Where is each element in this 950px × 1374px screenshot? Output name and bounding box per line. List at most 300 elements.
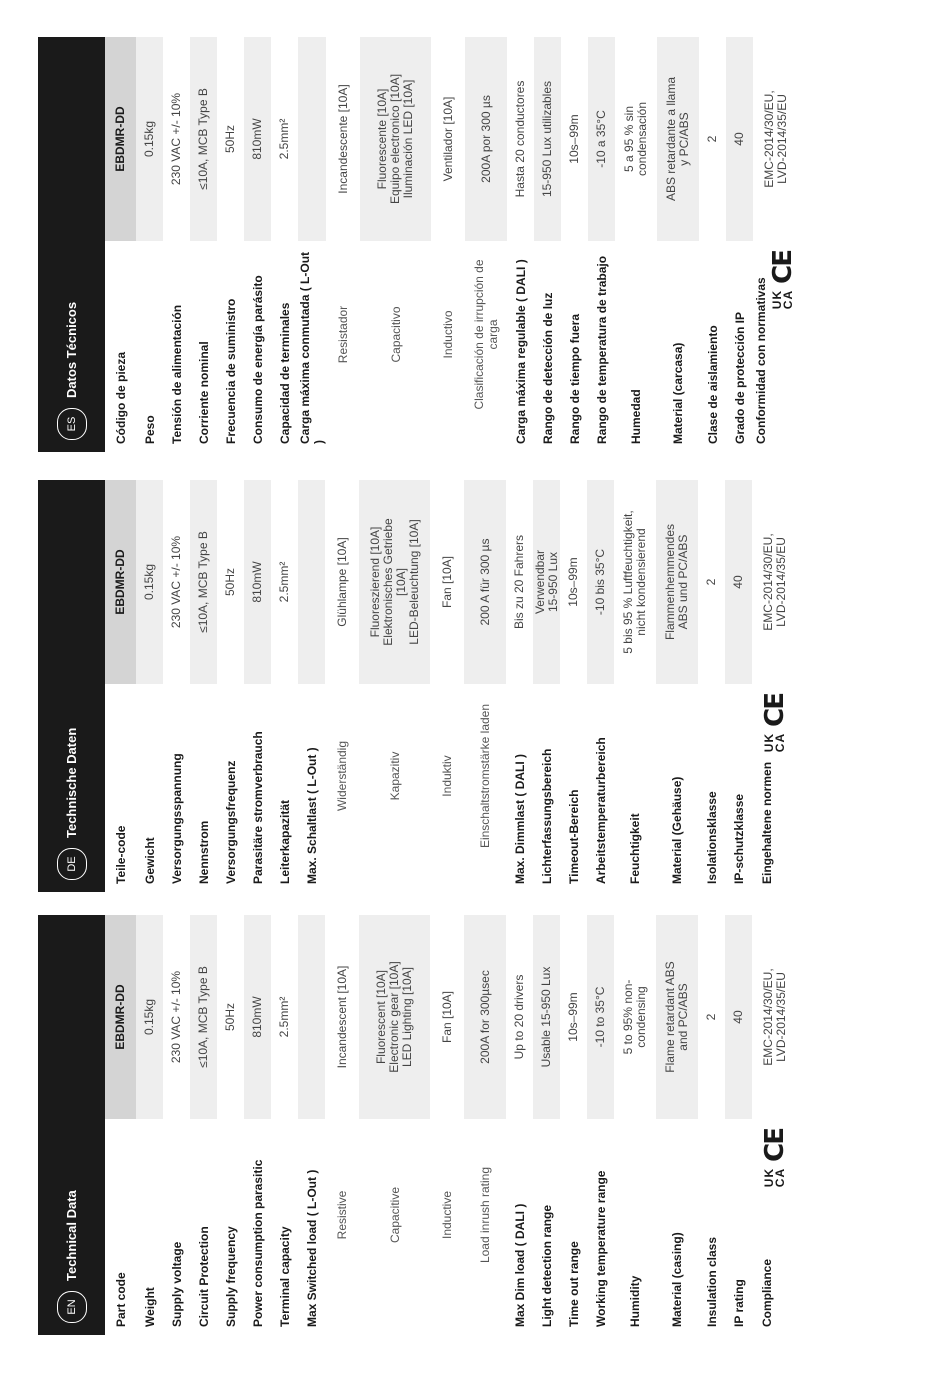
spec-row: [430, 915, 464, 1335]
spec-value: [561, 37, 588, 241]
spec-row: [298, 480, 325, 892]
spec-value: [217, 37, 244, 241]
spec-value-line: EBDMR-DD: [113, 984, 127, 1050]
spec-label-text: Feuchtigkeit: [628, 813, 642, 884]
spec-label-text: Part code: [113, 1272, 128, 1327]
spec-label-text: Parasitäre stromverbrauch: [250, 731, 265, 884]
spec-value: [430, 915, 464, 1119]
spec-label: [615, 241, 657, 452]
spec-label-text: Capacitivo: [388, 306, 403, 363]
spec-value: [431, 37, 465, 241]
ce-mark-icon: CE: [759, 1129, 790, 1162]
spec-value-line: 10s–99m: [567, 114, 581, 164]
spec-value: [657, 37, 699, 241]
spec-value-line: and PC/ABS: [676, 983, 690, 1051]
spec-label: [533, 1119, 560, 1335]
spec-label-text: Inductivo: [441, 310, 455, 359]
spec-row: [325, 480, 359, 892]
spec-value: [752, 915, 797, 1119]
spec-label-text: Clase de aislamiento: [705, 325, 720, 444]
panel-header: [38, 37, 105, 452]
spec-row: [657, 37, 699, 452]
spec-value-line: 0.15kg: [142, 563, 156, 601]
spec-value: [325, 480, 359, 684]
spec-row: [561, 37, 588, 452]
spec-value: [105, 37, 136, 241]
spec-value: [359, 480, 430, 684]
spec-row: [271, 37, 298, 452]
spec-value-line: Ventilador [10A]: [440, 96, 455, 182]
spec-label-text: Time out range: [566, 1241, 581, 1327]
spec-label-text: Corriente nominal: [196, 341, 211, 444]
spec-label: [244, 1119, 271, 1335]
spec-label-text: Versorgungsspannung: [169, 753, 184, 884]
spec-label-text: Power consumption parasitic: [250, 1159, 265, 1327]
spec-label-text: Max. Dimmlast ( DALI ): [512, 753, 527, 884]
spec-row: [105, 915, 136, 1335]
spec-value-line: 810mW: [250, 118, 264, 160]
spec-label: [587, 684, 614, 892]
spec-value-line: Bis zu 20 Fahrers: [512, 534, 526, 630]
spec-label-text: Inductive: [440, 1190, 454, 1240]
spec-row: [507, 37, 534, 452]
spec-label-text: Compliance: [759, 1258, 774, 1327]
spec-value: [560, 915, 587, 1119]
spec-value-line: 40: [731, 1010, 745, 1024]
spec-row: [534, 37, 561, 452]
spec-label: [136, 241, 163, 452]
spec-value: [753, 37, 798, 241]
spec-label-text: Circuit Protection: [196, 1226, 211, 1327]
spec-row: [615, 37, 657, 452]
spec-value-line: 5 bis 95 % Luftfeuchtigkeit,: [621, 510, 635, 654]
spec-row: [217, 37, 244, 452]
spec-row: [614, 915, 656, 1335]
spec-label: [430, 684, 464, 892]
spec-value-line: 2.5mm²: [277, 561, 291, 603]
spec-value: [136, 480, 163, 684]
spec-value: [507, 37, 534, 241]
panel-title: Datos Técnicos: [64, 301, 79, 398]
spec-label: [725, 684, 752, 892]
spec-label: [190, 1119, 217, 1335]
spec-value: [656, 915, 698, 1119]
spec-row: [190, 915, 217, 1335]
spec-label-text: Eingehaltene normen: [759, 761, 774, 884]
spec-value-line: 0.15kg: [142, 998, 156, 1036]
spec-row: [506, 480, 533, 892]
spec-value-line: 2.5mm²: [277, 118, 291, 160]
spec-value: [560, 480, 587, 684]
spec-label: [105, 241, 136, 452]
certification-marks: [760, 1129, 790, 1187]
spec-label: [587, 1119, 614, 1335]
spec-label: [190, 241, 217, 452]
spec-label: [464, 684, 506, 892]
spec-row: [560, 480, 587, 892]
spec-value-line: Fluorescent [10A]: [374, 969, 388, 1065]
spec-label-text: Working temperature range: [593, 1170, 608, 1327]
ce-mark-icon: CE: [759, 694, 790, 727]
spec-label-text: Teile-code: [113, 825, 128, 884]
spec-label: [271, 1119, 298, 1335]
spec-label: [534, 241, 561, 452]
spec-value: [244, 37, 271, 241]
spec-value-line: -10 to 35°C: [593, 986, 607, 1048]
spec-row: [244, 480, 271, 892]
spec-label-text: Carga máxima conmutada ( L-Out ): [298, 251, 326, 444]
spec-value: [325, 915, 359, 1119]
spec-table: [105, 480, 797, 892]
spec-label: [656, 1119, 698, 1335]
spec-label: [163, 241, 190, 452]
spec-value: [615, 37, 657, 241]
spec-row: [587, 915, 614, 1335]
spec-label: [614, 1119, 656, 1335]
spec-label: [271, 684, 298, 892]
panel-header: [38, 480, 105, 892]
spec-value: [699, 37, 726, 241]
spec-row: [105, 37, 136, 452]
spec-row: [699, 37, 726, 452]
ukca-mark-icon: UK CA: [769, 289, 795, 310]
spec-row: [464, 915, 506, 1335]
spec-label-text: Material (casing): [670, 1232, 684, 1327]
spec-value-line: 2: [705, 135, 719, 143]
spec-label-text: Supply frequency: [223, 1226, 238, 1327]
spec-label: [698, 1119, 725, 1335]
spec-value-line: Up to 20 drivers: [512, 974, 526, 1060]
spec-value: [614, 480, 656, 684]
spec-value-line: LED-Beleuchtung [10A]: [406, 519, 421, 645]
spec-value: [244, 480, 271, 684]
spec-row: [298, 37, 326, 452]
spec-label: [360, 241, 431, 452]
spec-label-text: Arbeitstemperaturbereich: [593, 737, 608, 884]
spec-label: [217, 241, 244, 452]
spec-label-text: Código de pieza: [113, 351, 128, 444]
ce-mark-icon: CE: [767, 251, 798, 284]
spec-row: [588, 37, 615, 452]
language-badge: DE: [57, 848, 87, 880]
spec-label-text: IP-schutzklasse: [731, 793, 746, 884]
spec-row: [533, 480, 560, 892]
spec-value-line: Fluorescente [10A]: [375, 88, 389, 190]
spec-label: [105, 1119, 136, 1335]
spec-label: [136, 684, 163, 892]
spec-value-line: EBDMR-DD: [113, 549, 127, 615]
spec-table: [105, 37, 798, 452]
spec-value-line: Elektronisches Getriebe: [380, 518, 395, 646]
spec-label: [506, 684, 533, 892]
spec-row: [217, 480, 244, 892]
spec-label: [560, 1119, 587, 1335]
spec-value-line: 2: [704, 1013, 718, 1021]
spec-row: [698, 915, 725, 1335]
spec-row: [430, 480, 464, 892]
spec-value: [298, 915, 325, 1119]
spec-label-text: Rango de temperatura de trabajo: [594, 255, 609, 444]
spec-label: [325, 684, 359, 892]
spec-value: [326, 37, 360, 241]
spec-value-line: Fan [10A]: [439, 555, 454, 609]
spec-value-line: Incandescente [10A]: [335, 84, 350, 194]
spec-value: [465, 37, 507, 241]
spec-value-line: 2: [704, 578, 718, 586]
spec-value: [298, 37, 326, 241]
spec-label: [217, 1119, 244, 1335]
spec-label: [533, 684, 560, 892]
spec-value-line: -10 bis 35°C: [593, 548, 607, 616]
spec-row: [190, 480, 217, 892]
spec-value-line: ≤10A, MCB Type B: [196, 966, 210, 1068]
spec-label-text: Grado de protección IP: [732, 311, 747, 444]
spec-label-text: Peso: [142, 415, 157, 444]
spec-value-line: 230 VAC +/- 10%: [169, 92, 183, 186]
spec-row: [271, 480, 298, 892]
spec-row: [244, 915, 271, 1335]
spec-label-text: Capacitive: [387, 1186, 402, 1244]
spec-value: [298, 480, 325, 684]
spec-value: [105, 915, 136, 1119]
panel-title: Technical Data: [64, 1190, 79, 1281]
spec-row: [136, 37, 163, 452]
spec-value-line: ≤10A, MCB Type B: [196, 531, 210, 633]
spec-label: [699, 241, 726, 452]
spec-label: [217, 684, 244, 892]
spec-value-line: EMC-2014/30/EU,: [760, 533, 775, 631]
spec-value-line: EMC-2014/30/EU,: [760, 968, 775, 1066]
spec-label-text: Load inrush rating: [478, 1166, 492, 1264]
spec-row: [752, 480, 797, 892]
spec-row: [587, 480, 614, 892]
spec-value-line: Fan [10A]: [439, 990, 454, 1044]
spec-value-line: 10s–99m: [566, 557, 580, 607]
spec-value: [163, 37, 190, 241]
spec-value: [271, 480, 298, 684]
spec-label-text: Capacidad de terminales: [277, 302, 292, 444]
language-badge: EN: [57, 1291, 87, 1323]
spec-value-line: 0.15kg: [142, 120, 156, 158]
spec-row: [359, 915, 430, 1335]
spec-value-line: LVD-2014/35/EU: [773, 537, 788, 627]
spec-value-line: 40: [731, 575, 745, 589]
spec-value-line: condensación: [635, 101, 649, 177]
spec-value-line: 230 VAC +/- 10%: [169, 970, 183, 1064]
spec-value-line: Usable 15-950 Lux: [539, 966, 553, 1068]
certification-marks: [768, 251, 798, 309]
spec-label-text: Versorgungsfrequenz: [223, 760, 238, 884]
spec-label-text: Rango de tiempo fuera: [567, 313, 582, 444]
spec-value: [464, 480, 506, 684]
spec-label-text: Max Dim load ( DALI ): [512, 1203, 527, 1327]
spec-panel-de: [38, 480, 788, 892]
spec-label: [244, 241, 271, 452]
spec-value: [506, 915, 533, 1119]
spec-value-line: Incandescent [10A]: [334, 965, 349, 1069]
spec-value: [360, 37, 431, 241]
spec-row: [431, 37, 465, 452]
spec-value-line: 10s–99m: [566, 992, 580, 1042]
spec-label: [431, 241, 465, 452]
spec-label-text: Nennstrom: [196, 820, 211, 884]
spec-row: [360, 37, 431, 452]
spec-row: [190, 37, 217, 452]
spec-value-line: Iluminación LED [10A]: [401, 79, 415, 199]
spec-label-text: Rango de detección de luz: [540, 292, 555, 444]
language-badge: ES: [57, 408, 87, 440]
spec-value: [533, 480, 560, 684]
spec-row: [656, 480, 698, 892]
spec-value: [430, 480, 464, 684]
spec-value: [698, 915, 725, 1119]
spec-value-line: Verwendbar: [532, 549, 547, 615]
spec-label-text: Resistive: [335, 1190, 349, 1240]
spec-label-text: Max. Schaltlast ( L-Out ): [304, 747, 319, 884]
spec-value-line: 810mW: [250, 996, 264, 1038]
spec-value-line: nicht kondensierend: [634, 528, 648, 636]
spec-value-line: 50Hz: [223, 568, 237, 597]
spec-value-line: ≤10A, MCB Type B: [196, 88, 210, 190]
spec-label: [588, 241, 615, 452]
spec-label-text: Consumo de energía parásito: [250, 275, 265, 444]
spec-label: [725, 1119, 752, 1335]
spec-label: [752, 1119, 797, 1335]
spec-label: [244, 684, 271, 892]
spec-label: [136, 1119, 163, 1335]
spec-value: [614, 915, 656, 1119]
spec-row: [725, 480, 752, 892]
spec-value: [587, 480, 614, 684]
spec-value-line: ABS retardante a llama: [664, 76, 678, 202]
spec-value: [190, 915, 217, 1119]
spec-label: [325, 1119, 359, 1335]
spec-panel-es: [38, 37, 798, 452]
spec-value: [217, 480, 244, 684]
spec-label: [614, 684, 656, 892]
spec-value: [698, 480, 725, 684]
spec-row: [136, 915, 163, 1335]
spec-label-text: Lichterfassungsbereich: [539, 748, 554, 884]
spec-label-text: Widerständig: [335, 740, 349, 812]
spec-row: [325, 915, 359, 1335]
spec-value-line: Electronic gear [10A]: [387, 961, 401, 1073]
spec-label: [298, 1119, 325, 1335]
spec-value-line: 5 a 95 % sin: [622, 105, 636, 173]
spec-value: [752, 480, 797, 684]
spec-value-line: [10A]: [393, 567, 408, 597]
spec-label-text: Light detection range: [539, 1204, 554, 1327]
spec-row: [506, 915, 533, 1335]
spec-label: [163, 1119, 190, 1335]
spec-row: [217, 915, 244, 1335]
spec-value-line: Fluoreszierend [10A]: [367, 526, 382, 638]
spec-label: [506, 1119, 533, 1335]
spec-label-text: Humedad: [629, 389, 643, 444]
certification-marks: [760, 694, 790, 752]
spec-value: [136, 915, 163, 1119]
spec-value: [726, 37, 753, 241]
spec-label-text: Resistador: [336, 305, 350, 364]
spec-label: [507, 241, 534, 452]
spec-label-text: Weight: [142, 1287, 157, 1327]
spec-label: [359, 684, 430, 892]
spec-row: [163, 915, 190, 1335]
spec-value: [136, 37, 163, 241]
spec-label-text: Supply voltage: [169, 1241, 184, 1327]
spec-label-text: Conformidad con normativas: [753, 277, 768, 444]
spec-value: [359, 915, 430, 1119]
spec-label: [561, 241, 588, 452]
spec-value-line: y PC/ABS: [677, 112, 691, 166]
spec-value-line: Flame retardant ABS: [663, 961, 677, 1073]
spec-row: [698, 480, 725, 892]
panel-title: Technische Daten: [64, 727, 79, 838]
spec-value-line: LED Lighting [10A]: [400, 966, 414, 1068]
spec-row: [656, 915, 698, 1335]
spec-value: [190, 37, 217, 241]
spec-label-text: Isolationsklasse: [704, 791, 719, 884]
spec-value: [217, 915, 244, 1119]
spec-label: [190, 684, 217, 892]
spec-value: [163, 480, 190, 684]
spec-label-text: Frecuencia de suministro: [223, 298, 238, 444]
spec-label: [105, 684, 136, 892]
spec-label-text: Induktiv: [440, 755, 454, 797]
spec-label-text: Clasificación de irrupción de carga: [472, 259, 500, 410]
spec-value: [533, 915, 560, 1119]
spec-value-line: 15-950 Lux: [545, 551, 560, 613]
spec-row: [465, 37, 507, 452]
spec-value-line: LVD-2014/35/EU: [774, 94, 789, 184]
spec-value-line: 200A por 300 µs: [478, 95, 493, 183]
spec-value-line: -10 a 35°C: [594, 110, 608, 168]
ukca-mark-icon: UK CA: [761, 1167, 787, 1188]
spec-label-text: Material (Gehäuse): [670, 776, 684, 884]
spec-row: [725, 915, 752, 1335]
spec-row: [163, 480, 190, 892]
spec-label-text: Carga máxima regulable ( DALI ): [513, 259, 528, 444]
spec-value: [464, 915, 506, 1119]
spec-value-line: 810mW: [250, 561, 264, 603]
spec-row: [560, 915, 587, 1335]
spec-value-line: condensing: [634, 986, 648, 1048]
spec-row: [753, 37, 798, 452]
spec-value: [271, 37, 298, 241]
spec-value-line: 230 VAC +/- 10%: [169, 535, 183, 629]
spec-label-text: Leiterkapazität: [277, 799, 292, 884]
spec-row: [136, 480, 163, 892]
spec-row: [359, 480, 430, 892]
spec-value-line: 15-950 Lux utilizables: [540, 80, 554, 198]
spec-value: [506, 480, 533, 684]
spec-label: [464, 1119, 506, 1335]
spec-value: [588, 37, 615, 241]
spec-label: [298, 241, 326, 452]
spec-row: [533, 915, 560, 1335]
spec-value-line: 200 A für 300 µs: [477, 538, 492, 626]
spec-label-text: Material (carcasa): [671, 342, 685, 444]
spec-label-text: Insulation class: [704, 1236, 719, 1327]
spec-row: [726, 37, 753, 452]
spec-label: [326, 241, 360, 452]
spec-label: [163, 684, 190, 892]
spec-label-text: IP rating: [731, 1279, 746, 1327]
spec-value: [105, 480, 136, 684]
spec-label: [560, 684, 587, 892]
spec-value: [190, 480, 217, 684]
spec-value-line: EMC-2014/30/EU,: [761, 90, 776, 188]
